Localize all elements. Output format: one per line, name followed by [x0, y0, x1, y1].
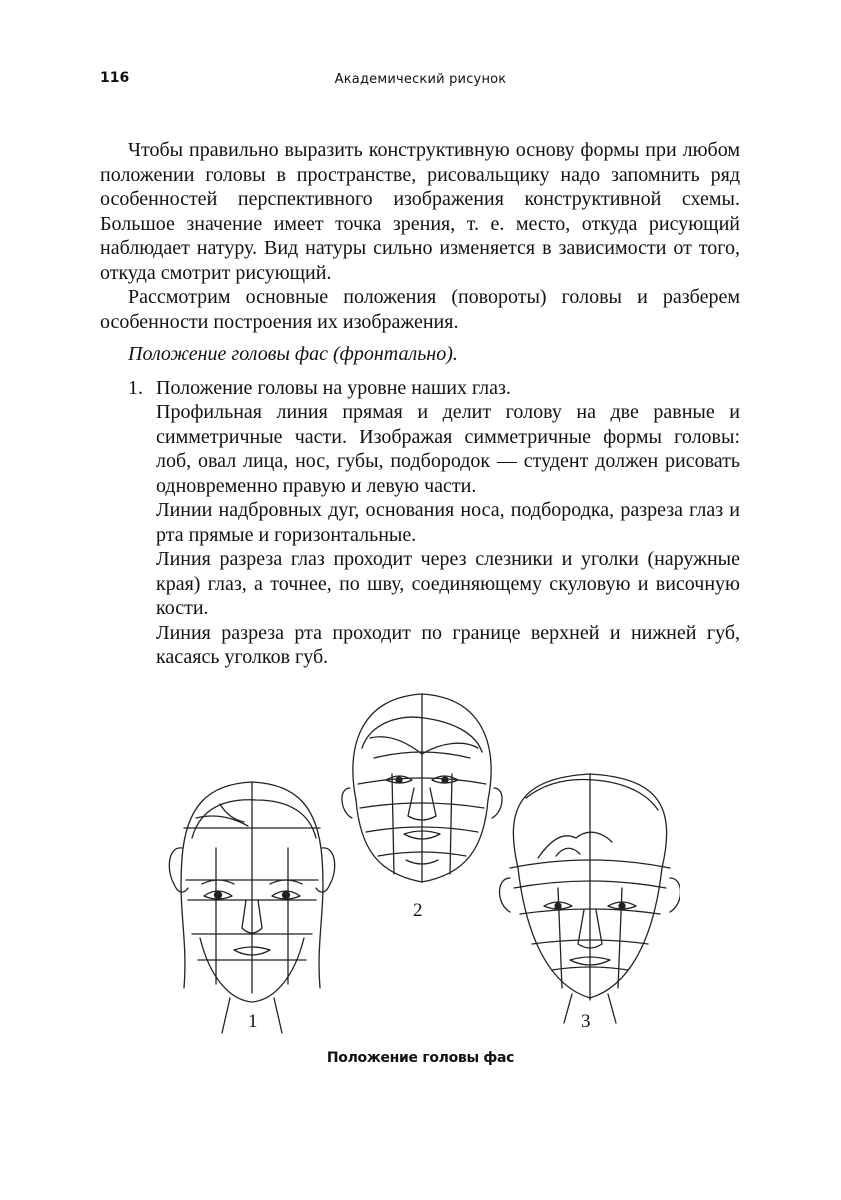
paragraph-positions: Рассмотрим основные положения (повороты) головы и разберем особенности построения их изображения.	[100, 286, 740, 333]
paragraph-profile-line: Профильная линия прямая и делит голову на две равные и симметричные части. Изображая симметричные формы головы: лоб, овал лица, нос, губы, подбородок — студент должен рисовать одновременно правую и левую части.	[156, 401, 740, 497]
page-number: 116	[100, 70, 130, 86]
figure-caption: Положение головы фас	[326, 1050, 515, 1066]
subheading-frontal: Положение головы фас (фронтально).	[128, 343, 458, 365]
paragraph-horizontal-lines: Линии надбровных дуг, основания носа, подбородка, разреза глаз и рта прямые и горизонтальные.	[156, 499, 740, 546]
paragraph-mouth-line: Линия разреза рта проходит по границе верхней и нижней губ, касаясь уголков губ.	[156, 621, 740, 668]
list-item-title: Положение головы на уровне наших глаз.	[156, 376, 511, 399]
head-drawing-3	[500, 774, 681, 1023]
list-item-1	[100, 376, 740, 401]
figure-label-2: 2	[413, 900, 423, 921]
body-text	[100, 138, 740, 670]
paragraph-eye-line: Линия разреза глаз проходит через слезники и уголки (наружные края) глаз, а точнее, по шву, соединяющему скуловую и височную кости.	[156, 548, 740, 619]
running-title: Академический рисунок	[334, 72, 507, 87]
figure-label-3: 3	[581, 1011, 591, 1032]
paragraph-intro: Чтобы правильно выразить конструктивную основу формы при любом положении головы в пространстве, рисовальщику надо запомнить ряд особенностей перспективного изображения конструктивной схемы. Большое значение имеет точка зрения, т. е. место, откуда рисующий наблюдает натуру. Вид натуры сильно изменяется в зависимости от того, откуда смотрит рисующий.	[100, 139, 740, 284]
head-drawing-1	[169, 782, 334, 1033]
figure-label-1: 1	[248, 1011, 258, 1032]
head-drawings-figure	[160, 688, 680, 1038]
list-item-number: 1.	[128, 376, 143, 399]
head-drawing-2	[342, 694, 502, 882]
